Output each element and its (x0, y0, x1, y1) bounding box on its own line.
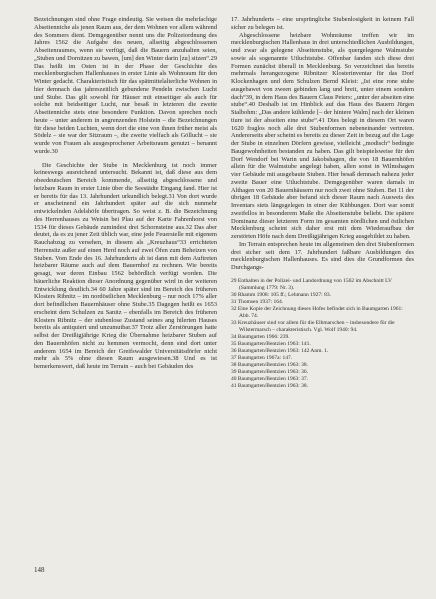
footnote: 34 Baumgarten 1966: 239. (231, 333, 290, 340)
footnote: 31 Thomsen 1937: 164. (231, 298, 284, 305)
paragraph: Im Terrain entsprechen heute im allgemeinen den drei Stubenformen drei sicher seit dem 17. Jahrhundert faßbare Ausbildungen des mecklenburgischen Hallenhauses. Es sind dies die Grundformen des Durchgangs- (231, 240, 414, 271)
paragraph: 17. Jahrhunderts – eine ursprüngliche Stubenlosigkeit in keinem Fall sicher zu belegen ist. (231, 16, 414, 31)
footnote: 35 Baumgarten/Bentzien 1963: 141. (231, 340, 311, 347)
footnote: 33 Kreuzhäuser sind vor allem für die Elbmarschen – insbesondere für die Wilstermarsch – charakteristisch. Vgl. Wolf 1940: 94. (231, 319, 395, 333)
right-column (231, 16, 414, 390)
footnote: 29 Enthalten in der Polizei- und Landordnung von 1562 im Abschnitt LV (Sammlung 1779: Nr. 3). (231, 277, 392, 291)
footnotes (231, 278, 414, 390)
footnote: 39 Baumgarten/Bentzien 1963: 36. (231, 368, 308, 375)
footnote: 38 Baumgarten/Bentzien 1963: 38. (231, 361, 308, 368)
left-column (34, 16, 217, 371)
footnote: 37 Baumgarten 1967a: 147. (231, 354, 293, 361)
paragraph: Die Geschichte der Stube in Mecklenburg ist noch immer keineswegs ausreichend untersucht. Bekannt ist, daß diese aus dem obeedeutschen Bereich kommende, allseitig abgeschlossene und heizbare Raum in erster Linie über die Seestädte Eingang fand. Hier ist er bereits für das 13. Jahrhundert urkundlich belegt.31 Von dort wurde er anscheinend ein Jahrhundert später auf die sich nunmehr entwickelnden Adelshöfe übertragen. So weist z. B. die Bezeichnung des Herrenhauses zu Weisin bei Plau auf der Karte Fahrenhorst von 1534 für dieses Gebäude zumindest drei Schornsteine aus.32 Das aber deutet, da es zu jener Zeit üblich war, eine jede Feuerstelle mit eigenem Rauchabzug zu versehen, in diesem als „Kreuzhaus“33 errichteten Herrensitz außer auf einen Herd noch auf zwei Öfen zum Beheizen von Stuben. Vom Ende des 16. Jahrhunderts ab ist dann mit dem Auftreten heizbarer Räume auch auf dem Bauernhof zu rechnen. Wie bereits gesagt, war deren Einbau 1562 behördlich verfügt worden. Die bäuerliche Reaktion dieser Anordnung gegenüber wird in der weiteren Entwicklung deutlich.34 60 Jahre später sind im Bereich des früheren Klosters Ribnitz – im nordöstlichen Mecklenburg – nur noch 17% aller dort befindlichen Bauernhäuser ohne Stube.35 Dagegen heißt es 1653 erscheint dem Schulzen zu Sanitz – ebenfalls im Bereich des früheren Klosters Ribnitz – der stubenlose Zustand seines ang hilerten Hauses bereits als antiquiert und unzumutbar.37 Trotz aller Zerstörungen hatte selbst der Dreißigjährige Krieg die Übernahme heizbarer Stuben auf den Bauernhöfen nicht zu hemmen vermocht, denn sind dort unter anderem 1654 im Bereich der Greifswalder Universitätsdörfer nicht mehr als 5% ohne diesen Raum ausgewiesen.38 Und es ist bemerkenswert, daß heute im Terrain – auch bei Gebäuden des (34, 161, 217, 370)
footnote: 30 Rhamm 1908: 105 ff.; Lehmann 1927: 83. (231, 291, 331, 298)
footnote: 36 Baumgarten/Bentzien 1963: 142 Anm. 1. (231, 347, 329, 354)
footnote: 32 Eine Kopie der Zeichnung dieses Hofes befindet sich in Baumgarten 1961: Abb. 74. (231, 305, 403, 319)
paragraph: Bezeichnungen sind ohne Frage eindeutig. Sie weisen die mehrfachige Abseitenniche als jenen Raum aus, der dem Wohnen vor allem während des Sommers dient. Demgegenüber nennt uns die Polizeiordnung des Jahres 1562 die Aufgabe des neuen, allseitig abgeschlossenen Abseitenraumes, wenn sie verfügt, daß die Bauern anzuhalten seien, „Stuben und Dornitzen zu bawen, [um] den Winter darin [zu] sitzen“.29 Das heißt im Osten ist in der Phase der Geschichte des mecklenburgischen Hallenhauses in erster Linie als Wohnraum für den Winter gedacht. Charakteristisch für das spätmittelalterliche Wohnen in hier demnach das jahreszeitlich gebundene Pendeln zwischen Lucht und Stube. Das gilt sowohl für Häuser mit einseitiger als auch für solche mit beidseitiger Lucht, nur besaß in letzteren die zweite Abseitenniche stets eine besondere Funktion. Davon sprechen noch heute – unter anderem in angrenzenden Holstein – die Bezeichnungen für diese beiden Luchten, wenn dort die eine von ihnen früher meist als Södelz – sie war der Sitzraum –, die zweite vielfach als Göllucht – sie wurde von Frauen als ausgesprochener Arbeitsraum genutzt – benannt wurde.30 (34, 16, 217, 155)
paragraph: Abgeschlossene heizbare Wohnräume treffen wir im mecklenburgischen Hallenhaus in drei unterschiedlichen Ausbildungen, und zwar als gelegene Abseitenstube, als quergelegene Walmstube sowie als sogenannte Utluchtstube. Offenbar fanden sich diese drei Formen zunächst überall in Mecklenburg. So verzeichnet das bereits mehrmals herangezogene Ribnitzer Klosterinventar für das Dorf Klockenhagen und dem Schulzen Bernd Kleist: „Ist eine rone stube ausgebawet von zween gebinden lang und breit, unter einem sondern dach“39, in dem Haus des Bauern Claus Peters: „unter der abseiten eine stube“.40 Deshalb ist im Hinblick auf das Haus des Bauern Jürgen Stalbohm: „Das andere kühlende [– der hintere Walm] nach der kleinen tiure ist der abseiten eine stube“.41 Dies belegt in diesem Ort waren 1620 fraglos noch alle drei Stubenformen nebeneinander vertreten. Andererseits aber scheint es bereits zu dieser Zeit in bezug auf die Lage der Stube in einzelnen Dörfern gewisse, vielleicht „modisch“ bedingte Baugewohnheiten bestanden zu haben. Das gilt beispielsweise für den Dorf Wendorf bei Warin und Jakobshagen, die von 18 Bauernhöfen allein für die Walmstube angelegt haben, allen sonst in Wilmshagen vier Gebäude mit ausgebaute Stuben. Hier besaß demnach nahezu jeder zweite Bauer eine Utluchtstube. Demgegenüber waren damals in Althagen von 20 Bauernhäusern nur noch zwei ohne Stuben. Bei 11 der übrigen 18 Gebäude aber befand sich dieser Raum nach Ausweis des Inventars stets längsgelegen in einer der Kübbungen. Dort war somit zweifellos in besonderem Maße die Abseitenstube beliebt. Die spätere Dominanz dieser letzteren Form im gesamten nördlichen und östlichen Mecklenburg scheint sich daher erst mit dem Wiederaufbau der zerstörten Höfe nach dem Dreißigjährigen Krieg ausgebildet zu haben. (231, 31, 414, 240)
page-number: 148 (34, 566, 45, 574)
footnote: 40 Baumgarten/Bentzien 1963: 37. (231, 375, 308, 382)
footnote: 41 Baumgarten/Bentzien 1963: 38. (231, 382, 308, 389)
